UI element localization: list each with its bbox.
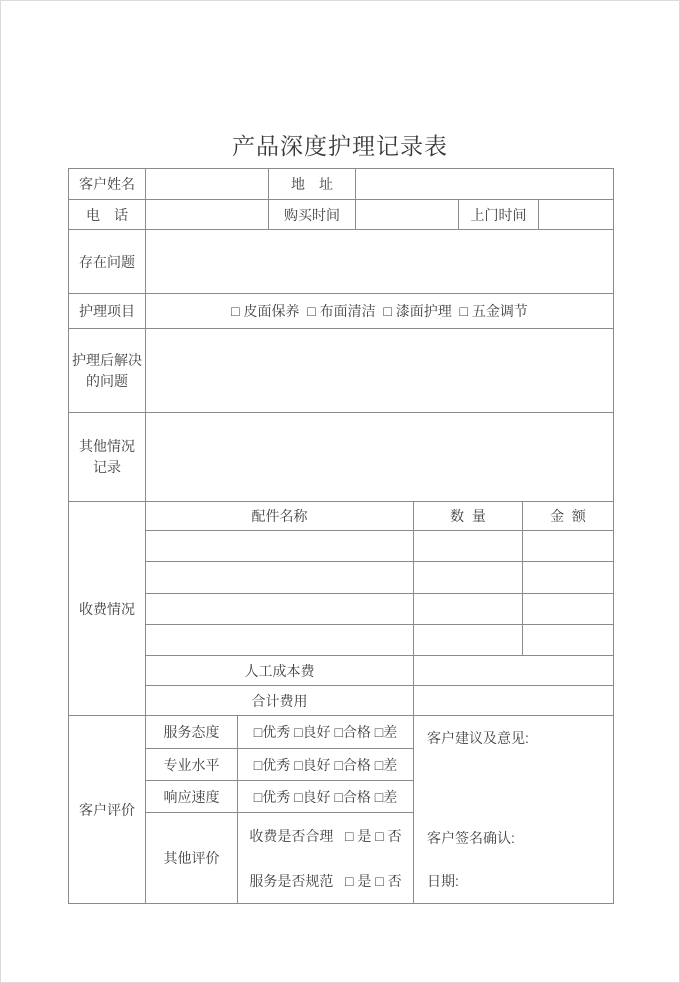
purchase-time-input-cell[interactable] bbox=[356, 200, 459, 229]
section-charges bbox=[69, 502, 613, 716]
response-speed-label: 响应速度 bbox=[146, 781, 238, 812]
solved-label bbox=[69, 329, 146, 412]
phone-input-cell[interactable] bbox=[146, 200, 269, 229]
service-attitude-label: 服务态度 bbox=[146, 716, 238, 748]
other-review-label: 其他评价 bbox=[146, 813, 238, 903]
amount-input-cell[interactable] bbox=[523, 625, 613, 655]
row-other-notes bbox=[69, 413, 613, 502]
professional-level-label: 专业水平 bbox=[146, 749, 238, 780]
date-label: 日期: bbox=[427, 873, 459, 889]
care-items-label: 护理项目 bbox=[69, 294, 146, 328]
customer-name-input-cell[interactable] bbox=[146, 169, 269, 199]
review-label: 客户评价 bbox=[69, 716, 146, 903]
phone-label: 电 话 bbox=[69, 200, 146, 229]
review-row-skill bbox=[146, 749, 414, 781]
charges-item-row bbox=[146, 625, 613, 656]
row-problems bbox=[69, 230, 613, 294]
other-notes-label-line1: 其他情况 bbox=[79, 438, 135, 454]
total-cost-input-cell[interactable] bbox=[414, 686, 613, 715]
review-subtable bbox=[146, 716, 414, 903]
service-standard-checkboxes[interactable]: 服务是否规范 □ 是 □ 否 bbox=[249, 872, 402, 889]
solved-label-line2: 的问题 bbox=[86, 372, 128, 389]
quantity-input-cell[interactable] bbox=[414, 594, 523, 624]
charges-item-row bbox=[146, 562, 613, 594]
charges-header-row bbox=[146, 502, 613, 531]
other-notes-label bbox=[69, 413, 146, 501]
other-review-questions bbox=[238, 813, 414, 903]
charges-label: 收费情况 bbox=[69, 502, 146, 715]
review-row-attitude bbox=[146, 716, 414, 749]
part-name-input-cell[interactable] bbox=[146, 625, 414, 655]
customer-name-label: 客户姓名 bbox=[69, 169, 146, 199]
visit-time-label: 上门时间 bbox=[459, 200, 539, 229]
care-record-table bbox=[68, 168, 614, 904]
row-care-items bbox=[69, 294, 613, 329]
amount-input-cell[interactable] bbox=[523, 531, 613, 561]
charges-item-row bbox=[146, 594, 613, 625]
quantity-header: 数 量 bbox=[414, 502, 523, 530]
part-name-header: 配件名称 bbox=[146, 502, 414, 530]
professional-level-checkboxes[interactable]: □优秀 □良好 □合格 □差 bbox=[238, 749, 414, 780]
problems-label: 存在问题 bbox=[69, 230, 146, 293]
problems-input-cell[interactable] bbox=[146, 230, 613, 293]
labor-cost-input-cell[interactable] bbox=[414, 656, 613, 685]
review-row-response bbox=[146, 781, 414, 813]
solved-input-cell[interactable] bbox=[146, 329, 613, 412]
quantity-input-cell[interactable] bbox=[414, 531, 523, 561]
part-name-input-cell[interactable] bbox=[146, 594, 414, 624]
fee-reasonable-checkboxes[interactable]: 收费是否合理 □ 是 □ 否 bbox=[249, 827, 402, 844]
amount-input-cell[interactable] bbox=[523, 562, 613, 593]
charges-item-row bbox=[146, 531, 613, 562]
service-attitude-checkboxes[interactable]: □优秀 □良好 □合格 □差 bbox=[238, 716, 414, 748]
other-notes-label-line2: 记录 bbox=[93, 459, 121, 475]
labor-cost-label: 人工成本费 bbox=[146, 656, 414, 685]
suggestion-signature-cell[interactable] bbox=[414, 716, 613, 903]
total-cost-label: 合计费用 bbox=[146, 686, 414, 715]
row-phone-times bbox=[69, 200, 613, 230]
total-cost-row bbox=[146, 686, 613, 715]
row-solved bbox=[69, 329, 613, 413]
review-row-other bbox=[146, 813, 414, 903]
amount-header: 金 额 bbox=[550, 508, 586, 524]
row-customer-address bbox=[69, 169, 613, 200]
other-notes-input-cell[interactable] bbox=[146, 413, 613, 501]
part-name-input-cell[interactable] bbox=[146, 531, 414, 561]
suggestion-label: 客户建议及意见: bbox=[427, 730, 529, 746]
part-name-input-cell[interactable] bbox=[146, 562, 414, 593]
amount-input-cell[interactable] bbox=[523, 594, 613, 624]
charges-subtable bbox=[146, 502, 613, 715]
visit-time-input-cell[interactable] bbox=[539, 200, 613, 229]
signature-label: 客户签名确认: bbox=[427, 830, 515, 846]
care-items-checkboxes[interactable]: □ 皮面保养 □ 布面清洁 □ 漆面护理 □ 五金调节 bbox=[231, 303, 528, 319]
form-title: 产品深度护理记录表 bbox=[232, 133, 448, 159]
labor-cost-row bbox=[146, 656, 613, 686]
address-label: 地 址 bbox=[269, 169, 356, 199]
quantity-input-cell[interactable] bbox=[414, 562, 523, 593]
response-speed-checkboxes[interactable]: □优秀 □良好 □合格 □差 bbox=[238, 781, 414, 812]
solved-label-line1: 护理后解决 bbox=[72, 351, 142, 368]
address-input-cell[interactable] bbox=[356, 169, 613, 199]
section-review bbox=[69, 716, 613, 903]
quantity-input-cell[interactable] bbox=[414, 625, 523, 655]
purchase-time-label: 购买时间 bbox=[269, 200, 356, 229]
